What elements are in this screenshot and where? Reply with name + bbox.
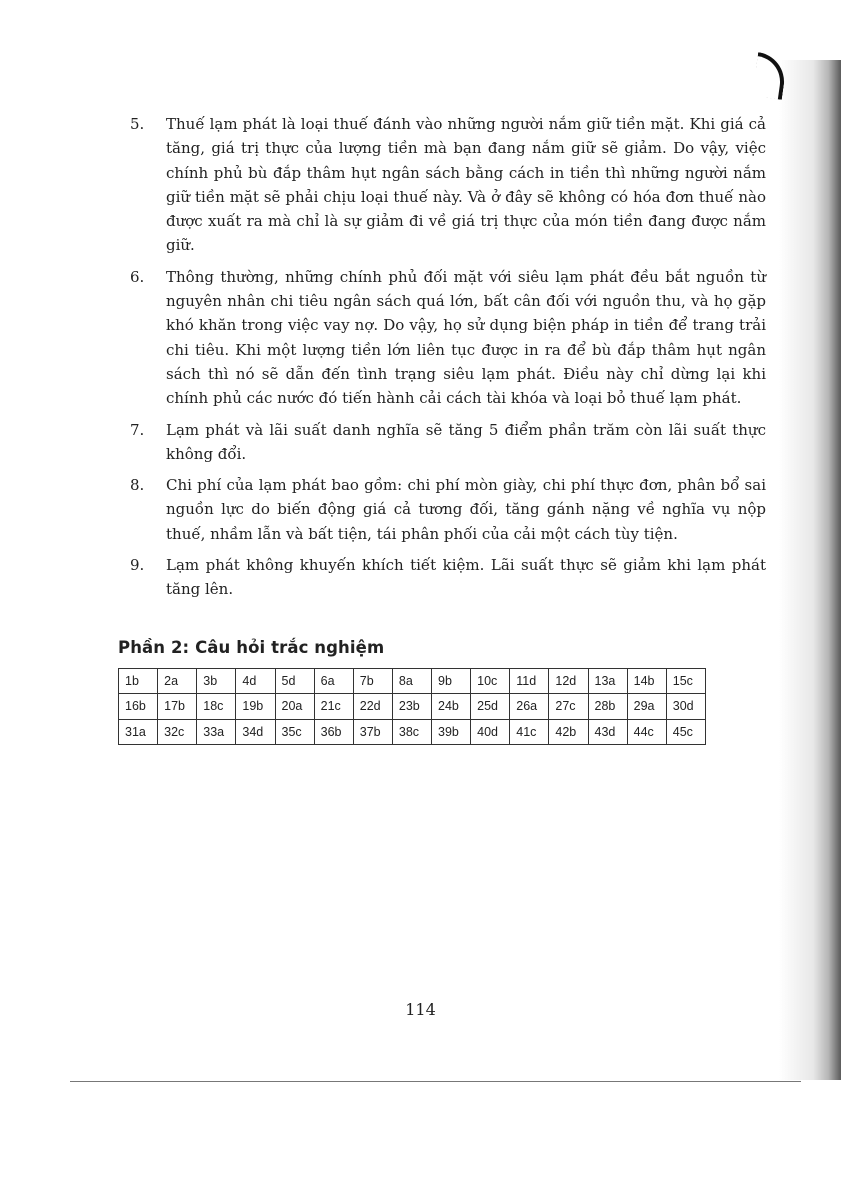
answer-cell: 27c: [549, 694, 588, 719]
answer-cell: 17b: [158, 694, 197, 719]
answer-cell: 34d: [236, 719, 275, 744]
answer-cell: 33a: [197, 719, 236, 744]
list-item: 9. Lạm phát không khuyến khích tiết kiệm. Lãi suất thực sẽ giảm khi lạm phát tăng lên.: [130, 556, 766, 599]
answer-cell: 35c: [275, 719, 314, 744]
list-item: 6. Thông thường, những chính phủ đối mặt với siêu lạm phát đều bắt nguồn từ nguyên nhân chi tiêu ngân sách quá lớn, bất cân đối với nguồn thu, và họ gặp khó khăn trong việc vay nợ. Do vậy, họ sử dụng biện pháp in tiền để trang trải chi tiêu. Khi một lượng tiền lớn liên tục được in ra để bù đắp thâm hụt ngân sách thì nó sẽ dẫn đến tình trạng siêu lạm phát. Điều này chỉ dừng lại khi chính phủ các nước đó tiến hành cải cách tài khóa và loại bỏ thuế lạm phát.: [130, 267, 766, 408]
answer-cell: 22d: [353, 694, 392, 719]
answer-cell: 19b: [236, 694, 275, 719]
page-edge-shadow: [779, 60, 841, 1080]
answer-cell: 32c: [158, 719, 197, 744]
answer-cell: 31a: [119, 719, 158, 744]
answer-cell: 43d: [588, 719, 627, 744]
answer-cell: 24b: [432, 694, 471, 719]
page-bottom-edge: [70, 1081, 801, 1082]
answer-cell: 1b: [119, 668, 158, 693]
answer-cell: 14b: [627, 668, 666, 693]
answer-cell: 8a: [392, 668, 431, 693]
list-item: 7. Lạm phát và lãi suất danh nghĩa sẽ tăng 5 điểm phần trăm còn lãi suất thực không đổi.: [130, 420, 766, 463]
section-heading: Phần 2: Câu hỏi trắc nghiệm: [118, 637, 385, 657]
answer-cell: 11d: [510, 668, 549, 693]
answer-cell: 9b: [432, 668, 471, 693]
table-row: [119, 668, 706, 693]
answer-cell: 6a: [314, 668, 353, 693]
answer-list: [118, 112, 766, 602]
answer-key-table: [118, 668, 706, 745]
table-row: [119, 719, 706, 744]
answer-cell: 38c: [392, 719, 431, 744]
answer-cell: 23b: [392, 694, 431, 719]
page-content: [118, 112, 766, 745]
answer-cell: 15c: [666, 668, 705, 693]
answer-cell: 37b: [353, 719, 392, 744]
answer-cell: 41c: [510, 719, 549, 744]
answer-cell: 18c: [197, 694, 236, 719]
answer-cell: 28b: [588, 694, 627, 719]
answer-cell: 3b: [197, 668, 236, 693]
answer-cell: 30d: [666, 694, 705, 719]
answer-cell: 26a: [510, 694, 549, 719]
list-item: 8. Chi phí của lạm phát bao gồm: chi phí mòn giày, chi phí thực đơn, phân bổ sai nguồn lực do biến động giá cả tương đối, tăng gánh nặng về nghĩa vụ nộp thuế, nhầm lẫn và bất tiện, tái phân phối của cải một cách tùy tiện.: [130, 476, 766, 543]
table-row: [119, 694, 706, 719]
answer-cell: 16b: [119, 694, 158, 719]
page-number: 114: [405, 1000, 436, 1019]
answer-cell: 12d: [549, 668, 588, 693]
answer-cell: 7b: [353, 668, 392, 693]
answer-cell: 45c: [666, 719, 705, 744]
answer-cell: 25d: [471, 694, 510, 719]
answer-cell: 13a: [588, 668, 627, 693]
answer-cell: 36b: [314, 719, 353, 744]
answer-cell: 44c: [627, 719, 666, 744]
answer-cell: 10c: [471, 668, 510, 693]
answer-cell: 4d: [236, 668, 275, 693]
answer-cell: 2a: [158, 668, 197, 693]
answer-cell: 42b: [549, 719, 588, 744]
answer-cell: 29a: [627, 694, 666, 719]
list-item: 5. Thuế lạm phát là loại thuế đánh vào những người nắm giữ tiền mặt. Khi giá cả tăng, giá trị thực của lượng tiền mà bạn đang nắm giữ sẽ giảm. Do vậy, việc chính phủ bù đắp thâm hụt ngân sách bằng cách in tiền thì những người nắm giữ tiền mặt sẽ phải chịu loại thuế này. Và ở đây sẽ không có hóa đơn thuế nào được xuất ra mà chỉ là sự giảm đi về giá trị thực của món tiền đang được nắm giữ.: [130, 115, 766, 255]
answer-cell: 21c: [314, 694, 353, 719]
answer-cell: 5d: [275, 668, 314, 693]
answer-cell: 20a: [275, 694, 314, 719]
answer-cell: 40d: [471, 719, 510, 744]
answer-cell: 39b: [432, 719, 471, 744]
